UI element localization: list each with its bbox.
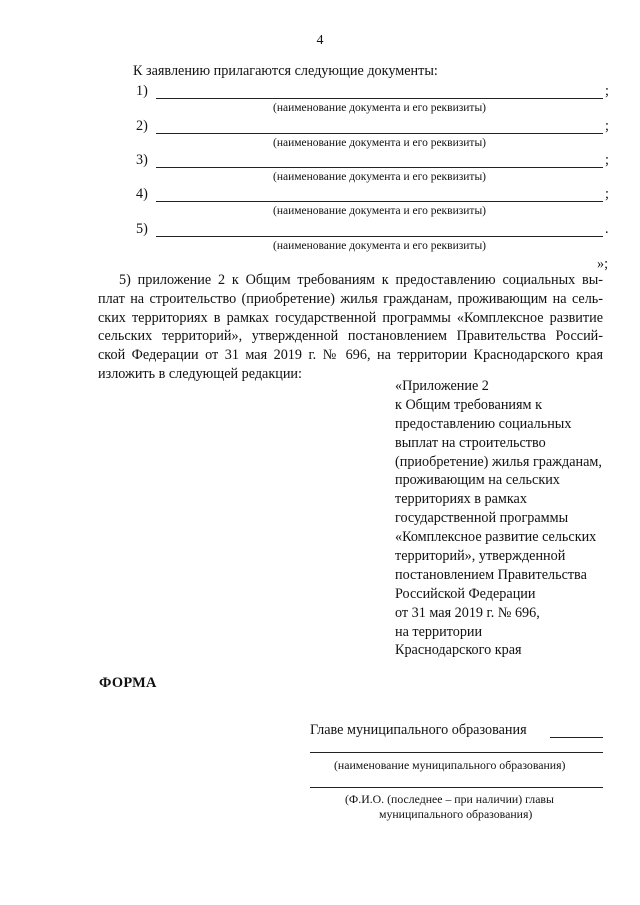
document-item-blank-line bbox=[156, 201, 603, 202]
document-item-blank-line bbox=[156, 133, 603, 134]
paragraph-line: ской Федерации от 31 мая 2019 г. № 696, на территории Краснодарского края bbox=[98, 347, 603, 364]
appendix-line: государственной программы bbox=[395, 510, 569, 527]
document-item bbox=[0, 186, 640, 226]
page-number: 4 bbox=[316, 33, 324, 48]
paragraph-line: изложить в следующей редакции: bbox=[98, 365, 302, 382]
document-item-terminator: ; bbox=[605, 118, 609, 134]
appendix-line: выплат на строительство bbox=[395, 434, 546, 451]
document-item-caption: (наименование документа и его реквизиты) bbox=[273, 171, 486, 183]
paragraph-line: сельских территорий», утвержденной постановлением Правительства Россий- bbox=[98, 328, 603, 345]
paragraph-line: ских территориях в рамках государственной программы «Комплексное развитие bbox=[98, 309, 603, 326]
municipality-blank-line bbox=[310, 752, 603, 753]
appendix-header-block bbox=[395, 377, 602, 660]
addressee-label: Главе муниципального образования bbox=[310, 722, 527, 738]
document-item-caption: (наименование документа и его реквизиты) bbox=[273, 205, 486, 217]
appendix-line: «Приложение 2 bbox=[395, 378, 489, 394]
appendix-line: (приобретение) жилья гражданам, bbox=[395, 453, 602, 470]
document-item-number: 1) bbox=[136, 83, 148, 99]
document-item-terminator: ; bbox=[605, 83, 609, 99]
appendix-line: предоставлению социальных bbox=[395, 415, 572, 432]
attachments-intro: К заявлению прилагаются следующие документы: bbox=[133, 63, 438, 79]
document-item-blank-line bbox=[156, 236, 603, 237]
document-item-terminator: . bbox=[605, 221, 609, 237]
appendix-line: «Комплексное развитие сельских bbox=[395, 529, 597, 546]
closing-quote-mark: »; bbox=[597, 256, 609, 272]
document-item bbox=[0, 83, 640, 123]
document-item bbox=[0, 221, 640, 261]
form-title: ФОРМА bbox=[99, 675, 157, 691]
fio-caption-line-2: муниципального образования) bbox=[379, 807, 533, 821]
appendix-line: постановлением Правительства bbox=[395, 566, 587, 583]
appendix-line: территориях в рамках bbox=[395, 491, 527, 508]
amendment-paragraph bbox=[98, 271, 603, 384]
document-item-number: 3) bbox=[136, 152, 148, 168]
appendix-line: Российской Федерации bbox=[395, 585, 536, 602]
document-item-number: 5) bbox=[136, 221, 148, 237]
document-item-terminator: ; bbox=[605, 186, 609, 202]
fio-caption-line-1: (Ф.И.О. (последнее – при наличии) главы bbox=[345, 792, 554, 806]
appendix-line: проживающим на сельских bbox=[395, 472, 560, 489]
document-item-number: 4) bbox=[136, 186, 148, 202]
document-item-number: 2) bbox=[136, 118, 148, 134]
paragraph-line: плат на строительство (приобретение) жилья гражданам, проживающим на сель- bbox=[98, 290, 603, 307]
appendix-line: к Общим требованиям к bbox=[395, 396, 542, 413]
document-item-terminator: ; bbox=[605, 152, 609, 168]
appendix-line: территорий», утвержденной bbox=[395, 548, 566, 565]
appendix-line: на территории bbox=[395, 623, 483, 640]
addressee-blank-line bbox=[550, 737, 603, 738]
document-item-caption: (наименование документа и его реквизиты) bbox=[273, 102, 486, 114]
document-item-caption: (наименование документа и его реквизиты) bbox=[273, 240, 486, 252]
paragraph-line: 5) приложение 2 к Общим требованиям к предоставлению социальных вы- bbox=[119, 272, 603, 288]
document-item-blank-line bbox=[156, 98, 603, 99]
document-item-blank-line bbox=[156, 167, 603, 168]
fio-blank-line bbox=[310, 787, 603, 788]
document-item-caption: (наименование документа и его реквизиты) bbox=[273, 137, 486, 149]
municipality-caption: (наименование муниципального образования) bbox=[334, 758, 566, 772]
appendix-line: от 31 мая 2019 г. № 696, bbox=[395, 604, 540, 621]
appendix-line: Краснодарского края bbox=[395, 642, 522, 659]
